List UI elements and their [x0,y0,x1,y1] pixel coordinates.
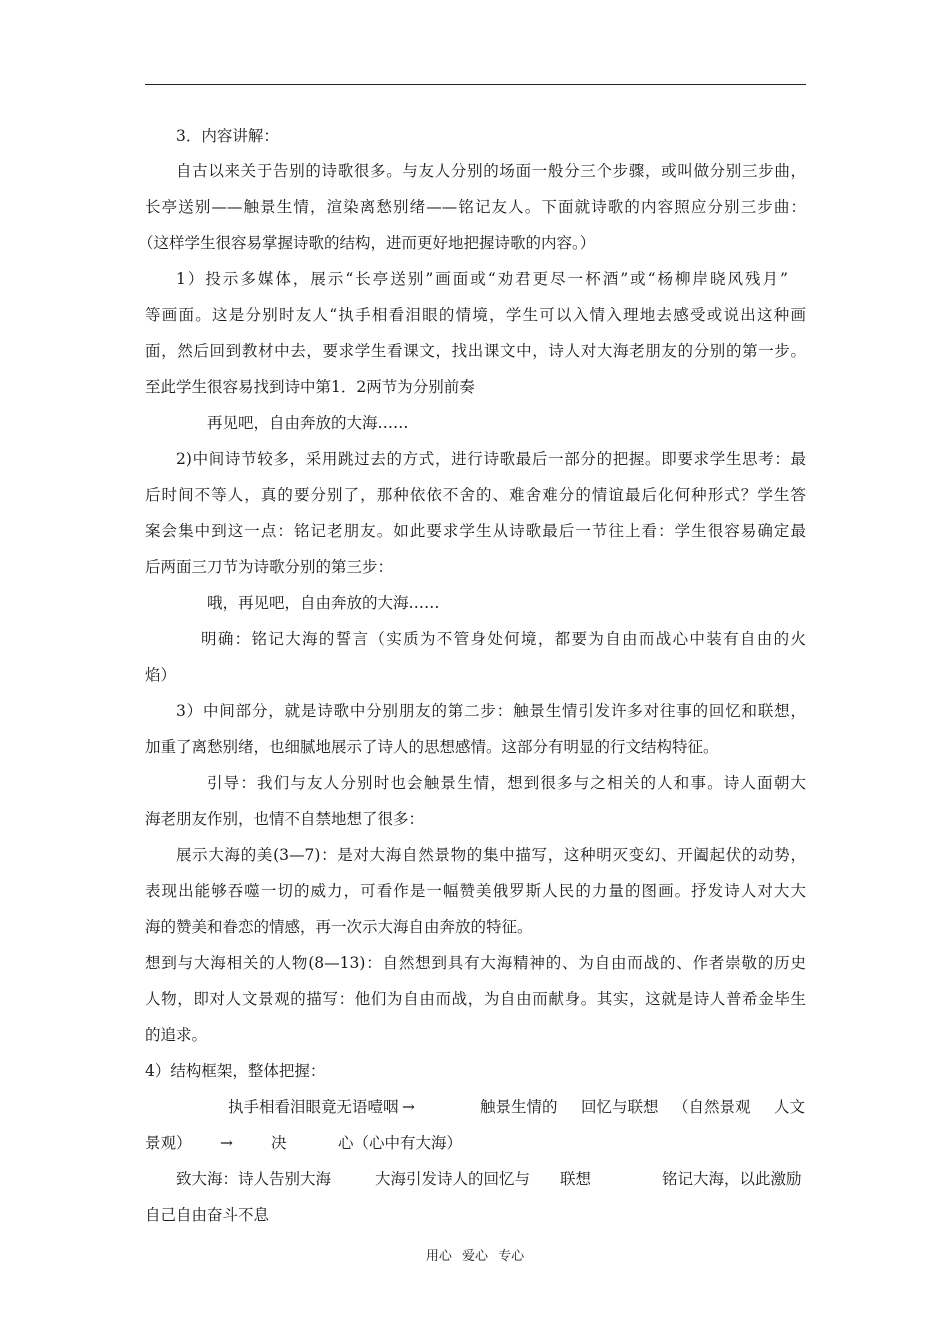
paragraph-line: 引导：我们与友人分别时也会触景生情，想到很多与之相关的人和事。诗人面朝大 [207,774,806,792]
paragraph-line: 焰） [145,666,177,684]
paragraph-line: 的追求。 [145,1026,208,1044]
poem-quote: 再见吧，自由奔放的大海…… [207,414,409,432]
page-footer: 用心 爱心 专心 [425,1249,525,1264]
paragraph-line: 展示大海的美(3—7)：是对大海自然景物的集中描写，这种明灭变幻、开阖起伏的动势， [176,846,806,864]
framework-step-1: 执手相看泪眼竟无语噎咽 [228,1098,399,1116]
section-heading: 4）结构框架，整体把握： [145,1062,326,1080]
header-rule [145,84,806,85]
paragraph-line: 后两面三刀节为诗歌分别的第三步： [145,558,394,576]
paragraph-line: 2)中间诗节较多，采用跳过去的方式，进行诗歌最后一部分的把握。即要求学生思考：最 [176,450,806,468]
paragraph-line: 后时间不等人，真的要分别了，那种依依不舍的、难舍难分的情谊最后化何种形式？学生答 [145,486,806,504]
paragraph-line: 表现出能够吞噬一切的威力，可看作是一幅赞美俄罗斯人民的力量的图画。抒发诗人对大大 [145,882,806,900]
paragraph-line: 加重了离愁别绪，也细腻地展示了诗人的思想感情。这部分有明显的行文结构特征。 [145,738,719,756]
paragraph-line: 想到与大海相关的人物(8—13)：自然想到具有大海精神的、为自由而战的、作者崇敬的历史 [145,954,806,972]
framework-summary-2: 大海引发诗人的回忆与 [375,1170,531,1188]
paragraph-line: 自古以来关于告别的诗歌很多。与友人分别的场面一般分三个步骤，或叫做分别三步曲， [176,162,806,180]
paragraph-line: 等画面。这是分别时友人“执手相看泪眼的情境，学生可以入情入理地去感受或说出这种画 [145,306,806,324]
framework-summary-2b: 联想 [560,1170,592,1188]
paragraph-line: 海老朋友作别，也情不自禁地想了很多： [145,810,425,828]
paragraph-line: 1）投示多媒体，展示“长亭送别”画面或“劝君更尽一杯酒”或“杨柳岸晓风残月” [176,270,788,288]
framework-step-3a: 决 [271,1134,287,1152]
framework-summary-3-cont: 自己自由奋斗不息 [145,1206,270,1224]
framework-step-2b: 回忆与联想 [581,1098,659,1116]
poem-quote: 哦，再见吧，自由奔放的大海…… [207,594,440,612]
paragraph-line: 面，然后回到教材中去，要求学生看课文，找出课文中，诗人对大海老朋友的分别的第一步。 [145,342,806,360]
arrow-icon: → [402,1098,415,1116]
arrow-icon: → [220,1134,233,1152]
framework-human-scene: 人文 [774,1098,806,1116]
paragraph-line: 海的赞美和眷恋的情感，再一次示大海自由奔放的特征。 [145,918,533,936]
paragraph-line: （这样学生很容易掌握诗歌的结构，进而更好地把握诗歌的内容。） [138,234,596,252]
framework-human-scene-cont: 景观） [145,1134,192,1152]
framework-step-2: 触景生情的 [480,1098,558,1116]
framework-summary-1: 致大海：诗人告别大海 [176,1170,332,1188]
section-heading: 3．内容讲解： [176,127,279,145]
paragraph-line: 案会集中到这一点：铭记老朋友。如此要求学生从诗歌最后一节往上看：学生很容易确定最 [145,522,806,540]
paragraph-line: 3）中间部分，就是诗歌中分别朋友的第二步：触景生情引发许多对往事的回忆和联想， [176,702,806,720]
framework-natural-scene: （自然景观 [673,1098,751,1116]
paragraph-line: 至此学生很容易找到诗中第1．2两节为分别前奏 [145,378,475,396]
paragraph-line: 明确：铭记大海的誓言（实质为不管身处何境，都要为自由而战心中装有自由的火 [201,630,806,648]
paragraph-line: 长亭送别——触景生情，渲染离愁别绪——铭记友人。下面就诗歌的内容照应分别三步曲： [145,198,806,216]
framework-step-3b: 心（心中有大海） [338,1134,463,1152]
paragraph-line: 人物，即对人文景观的描写：他们为自由而战，为自由而献身。其实，这就是诗人普希金毕生 [145,990,806,1008]
framework-summary-3: 铭记大海，以此激励 [662,1170,802,1188]
